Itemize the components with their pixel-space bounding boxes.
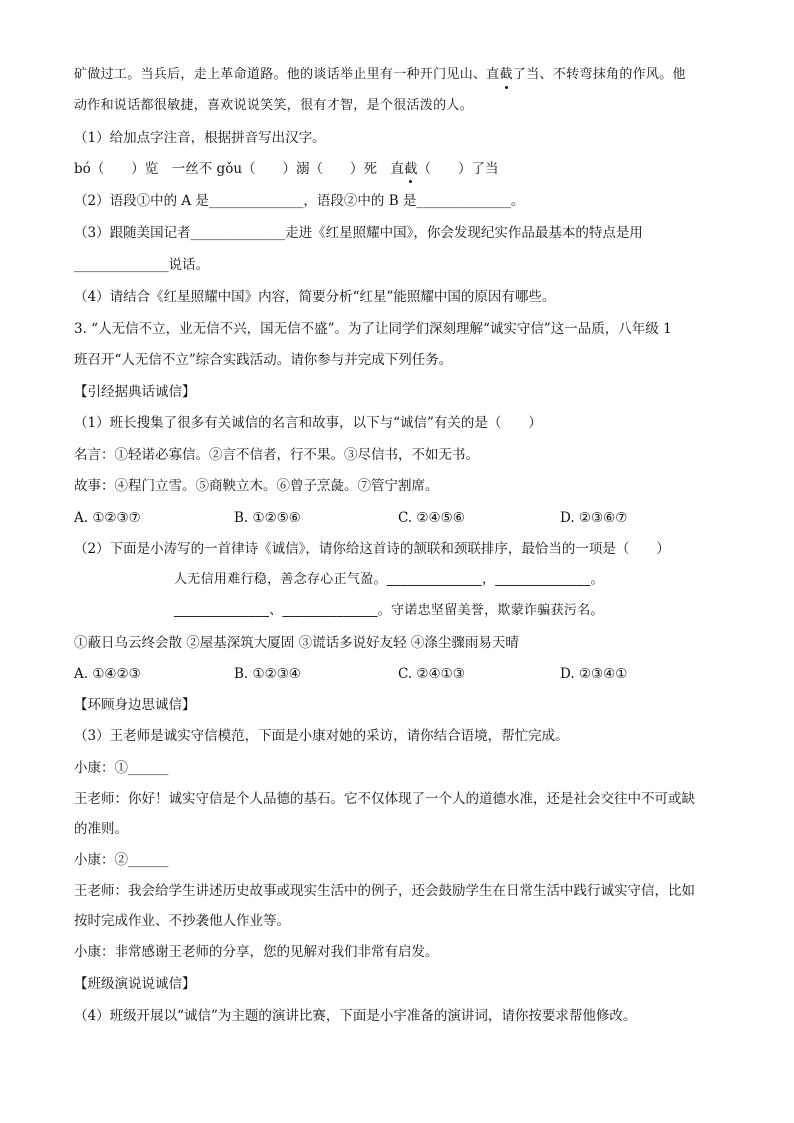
dotted-char: 截 [404,161,418,177]
section3-intro-1: 3. “人无信不立，业无信不兴，国无信不盛”。为了让同学们深刻理解“诚实守信”这一品质，八年级 1 [74,321,672,337]
option-a: A. ①④②③ [74,666,141,682]
q3-line-2: ______________说话。 [74,257,209,273]
subquestion-4: （4）班级开展以“诚信”为主题的演讲比赛，下面是小宇准备的演讲词，请你按要求帮他修改。 [74,1008,637,1024]
dialogue-line: 王老师：你好！诚实守信是个人品德的基石。它不仅体现了一个人的道德水准，还是社会交往中不可或缺 [74,791,695,807]
q1-items-text: bó（ ）览 一丝不 gǒu（ ）溺（ ）死 直 [74,161,405,177]
dialogue-line: 按时完成作业、不抄袭他人作业等。 [74,913,290,929]
q1-items [74,160,499,178]
option-c: C. ②④①③ [398,666,465,682]
q3-line-1: （3）跟随美国记者______________走进《红星照耀中国》，你会发现纪实作品最基本的特点是用 [74,225,643,241]
passage-text: 矿做过工。当兵后，走上革命道路。他的谈话举止里有一种开门见山、直 [74,67,500,82]
poem-line-1: 人无信用难行稳，善念存心正气盈。______________，______________。 [174,572,604,587]
q1-title: （1）给加点字注音，根据拼音写出汉字。 [74,130,326,146]
dialogue-line: 王老师：我会给学生讲述历史故事或现实生活中的例子，还会鼓励学生在日常生活中践行诚实守信，比如 [74,883,695,899]
section-heading: 【班级演说说诚信】 [74,976,196,992]
section-heading: 【环顾身边思诚信】 [74,697,196,713]
poem-choices: ①蔽日乌云终会散 ②屋基深筑大厦固 ③谎话多说好友轻 ④涤尘骤雨易天晴 [74,635,519,651]
stories-line: 故事：④程门立雪。⑤商鞅立木。⑥曾子烹彘。⑦管宁割席。 [74,478,439,494]
q2-text: （2）语段①中的 A 是______________，语段②中的 B 是______________。 [74,193,525,209]
option-c: C. ②④⑤⑥ [398,510,465,526]
passage-text: 了当、不转弯抹角的作风。他 [512,67,686,82]
subquestion-1: （1）班长搜集了很多有关诚信的名言和故事，以下与“诚信”有关的是（ ） [74,415,542,431]
section3-intro-2: 班召开“人无信不立”综合实践活动。请你参与并完成下列任务。 [74,352,453,368]
subquestion-2: （2）下面是小涛写的一首律诗《诚信》，请你给这首诗的颔联和颈联排序，最恰当的一项是（ ） [74,541,670,557]
passage-line-2: 动作和说话都很敏捷，喜欢说说笑笑，很有才智，是个很活泼的人。 [74,98,474,113]
dialogue-line: 小康：①______ [74,760,169,776]
q1-items-text: （ ）了当 [417,161,499,177]
dialogue-line: 小康：非常感谢王老师的分享，您的见解对我们非常有启发。 [74,944,439,960]
subquestion-3: （3）王老师是诚实守信模范，下面是小康对她的采访，请你结合语境，帮忙完成。 [74,728,569,744]
passage-line-1 [74,66,686,84]
poem-line-2: ______________、______________。守诺忠坚留美誉，欺蒙诈骗获污名。 [174,603,604,618]
dialogue-line: 的准则。 [74,821,128,837]
option-a: A. ①②③⑦ [74,510,141,526]
dialogue-line: 小康：②______ [74,852,169,868]
option-d: D. ②③⑥⑦ [560,510,628,526]
option-b: B. ①②③④ [234,666,301,682]
dotted-char: 截 [499,67,513,82]
option-b: B. ①②⑤⑥ [234,510,301,526]
option-d: D. ②③④① [560,666,628,682]
section-heading: 【引经据典话诚信】 [74,384,196,400]
quotes-line: 名言：①轻诺必寡信。②言不信者，行不果。③尽信书，不如无书。 [74,447,479,463]
q4-text: （4）请结合《红星照耀中国》内容，简要分析“红星”能照耀中国的原因有哪些。 [74,289,556,305]
